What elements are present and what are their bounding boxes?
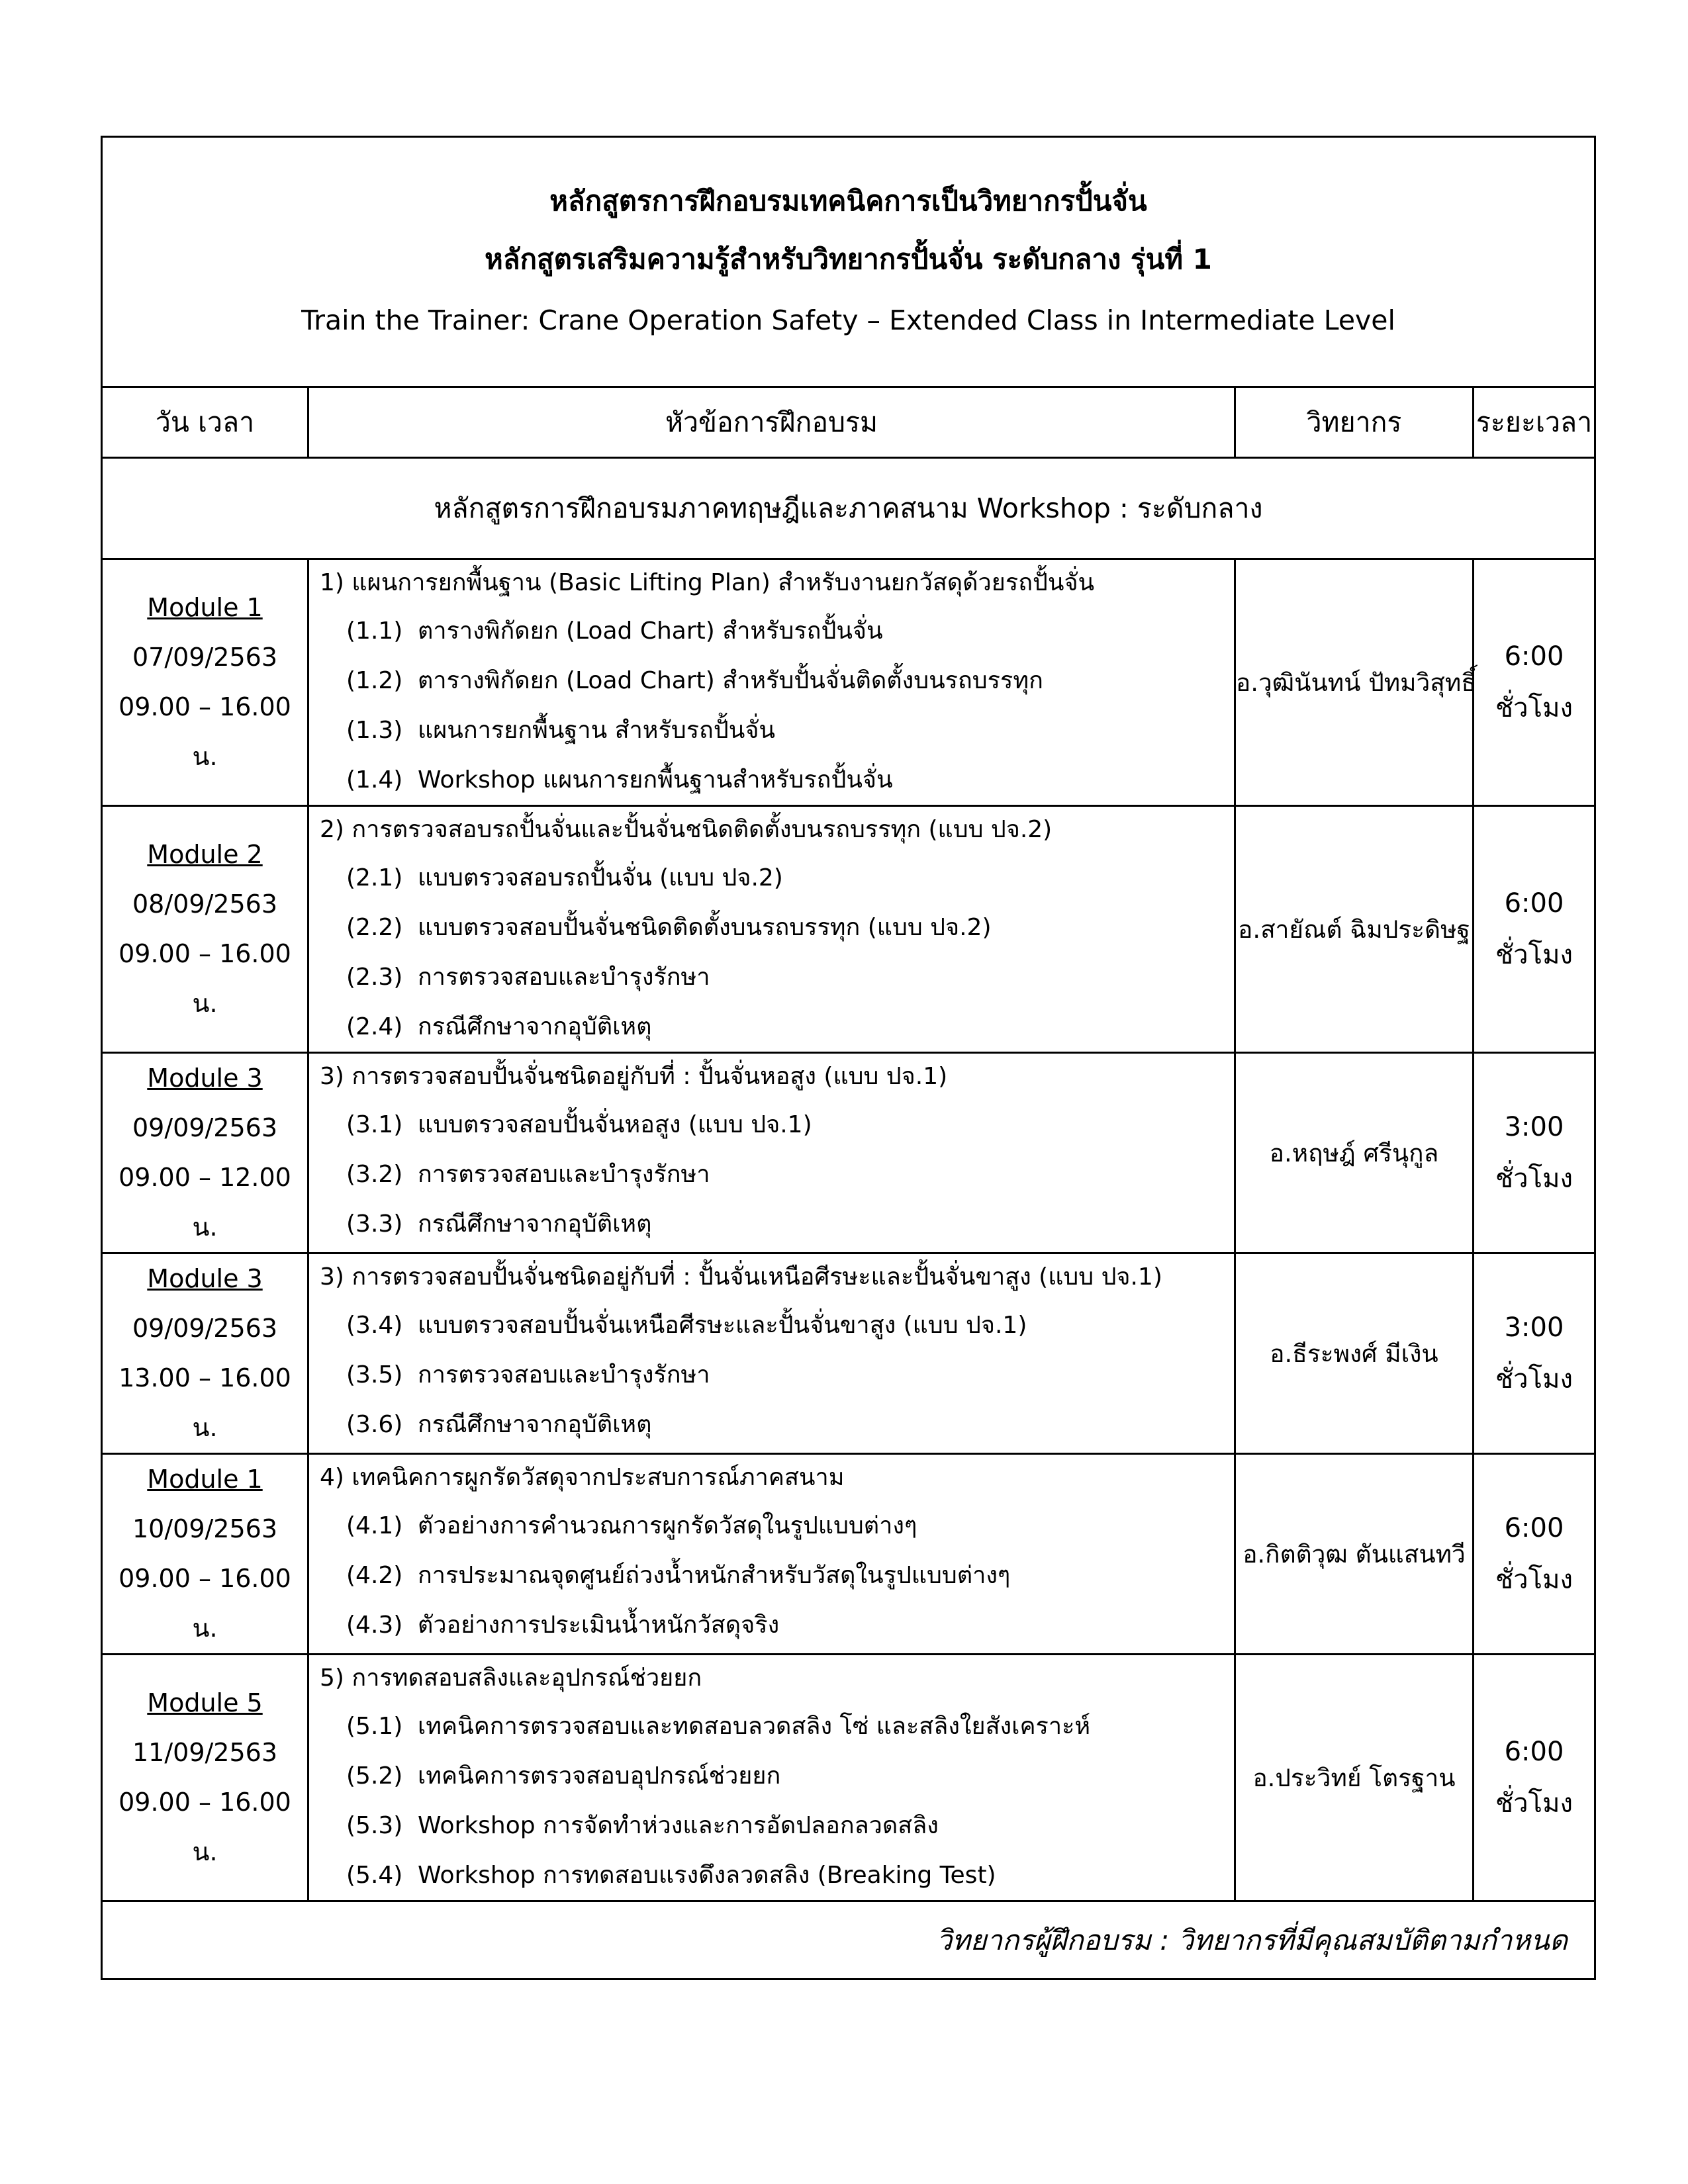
- module-time: 09.00 – 16.00 น.: [118, 939, 291, 1018]
- subtopic-item: [320, 1100, 1234, 1150]
- course-title-english: Train the Trainer: Crane Operation Safety – Extended Class in Intermediate Level: [301, 304, 1395, 336]
- subtopic-number: (2.1): [346, 864, 403, 891]
- subtopic-number: (2.4): [346, 1013, 403, 1040]
- subtopic-number: (4.1): [346, 1512, 403, 1539]
- subtopic-text: การตรวจสอบและบำรุงรักษา: [418, 964, 710, 991]
- module-date: 11/09/2563: [132, 1738, 278, 1767]
- subtopic-item: [320, 1702, 1234, 1751]
- module-row: [102, 1053, 1595, 1253]
- course-subtitle-thai: หลักสูตรเสริมความรู้สำหรับวิทยากรปั้นจั่น ระดับกลาง รุ่นที่ 1: [485, 242, 1212, 275]
- duration-value: 3:00: [1504, 1112, 1564, 1142]
- duration-unit: ชั่วโมง: [1495, 693, 1573, 723]
- subtopic-text: Workshop การจัดทำห่วงและการอัดปลอกลวดสลิง: [418, 1812, 939, 1839]
- subtopic-number: (3.4): [346, 1312, 403, 1339]
- module-time: 09.00 – 16.00 น.: [118, 1564, 291, 1643]
- duration-value: 3:00: [1504, 1312, 1564, 1343]
- module-time: 09.00 – 12.00 น.: [118, 1163, 291, 1242]
- subtopic-text: การประมาณจุดศูนย์ถ่วงน้ำหนักสำหรับวัสดุในรูปแบบต่างๆ: [418, 1562, 1011, 1589]
- instructor-name: อ.วุฒินันทน์ ปัทมวิสุทธิ์: [1235, 559, 1474, 806]
- subtopic-number: (3.6): [346, 1411, 403, 1438]
- subtopic-text: ตัวอย่างการประเมินน้ำหนักวัสดุจริง: [418, 1612, 780, 1639]
- subtopic-text: Workshop แผนการยกพื้นฐานสำหรับรถปั้นจั่น: [418, 766, 893, 794]
- module-date: 07/09/2563: [132, 643, 278, 672]
- module-datetime-cell: [102, 1655, 308, 1901]
- subtopic-item: [320, 952, 1234, 1002]
- subtopic-number: (5.3): [346, 1812, 403, 1839]
- subtopic-number: (1.3): [346, 717, 403, 744]
- subtopic-text: เทคนิคการตรวจสอบอุปกรณ์ช่วยยก: [418, 1762, 781, 1790]
- duration-value: 6:00: [1504, 641, 1564, 672]
- module-topic-cell: [308, 1253, 1235, 1454]
- subtopic-text: แบบตรวจสอบปั้นจั่นหอสูง (แบบ ปจ.1): [418, 1111, 812, 1138]
- duration-cell: [1474, 559, 1595, 806]
- topic-title: 2) การตรวจสอบรถปั้นจั่นและปั้นจั่นชนิดติดตั้งบนรถบรรทุก (แบบ ปจ.2): [320, 816, 1053, 843]
- subtopic-item: [320, 1551, 1234, 1600]
- module-row: [102, 559, 1595, 806]
- subtopic-text: แผนการยกพื้นฐาน สำหรับรถปั้นจั่น: [418, 717, 776, 744]
- module-row: [102, 806, 1595, 1053]
- footer-note: วิทยากรผู้ฝึกอบรม : วิทยากรที่มีคุณสมบัติตามกำหนด: [102, 1901, 1595, 1979]
- module-datetime-cell: [102, 806, 308, 1053]
- subtopic-text: แบบตรวจสอบปั้นจั่นชนิดติดตั้งบนรถบรรทุก (แบบ ปจ.2): [418, 914, 992, 941]
- topic-title: 4) เทคนิคการผูกรัดวัสดุจากประสบการณ์ภาคสนาม: [320, 1464, 845, 1491]
- module-date: 09/09/2563: [132, 1113, 278, 1142]
- subtopic-number: (4.2): [346, 1562, 403, 1589]
- module-datetime-cell: [102, 559, 308, 806]
- subtopic-number: (1.1): [346, 617, 403, 645]
- module-topic-cell: [308, 559, 1235, 806]
- subtopic-text: Workshop การทดสอบแรงดึงลวดสลิง (Breaking Test): [418, 1862, 996, 1889]
- subtopic-number: (5.1): [346, 1713, 403, 1740]
- topic-title: 1) แผนการยกพื้นฐาน (Basic Lifting Plan) สำหรับงานยกวัสดุด้วยรถปั้นจั่น: [320, 569, 1095, 596]
- module-name: Module 3: [147, 1064, 263, 1093]
- duration-cell: [1474, 1454, 1595, 1655]
- subtopic-item: [320, 1199, 1234, 1249]
- duration-unit: ชั่วโมง: [1495, 940, 1573, 970]
- duration-cell: [1474, 1053, 1595, 1253]
- schedule-table: [101, 136, 1596, 1980]
- subtopic-number: (2.3): [346, 964, 403, 991]
- module-topic-cell: [308, 1454, 1235, 1655]
- subtopic-item: [320, 755, 1234, 805]
- subtopic-item: [320, 656, 1234, 705]
- duration-unit: ชั่วโมง: [1495, 1163, 1573, 1194]
- topic-title: 5) การทดสอบสลิงและอุปกรณ์ช่วยยก: [320, 1664, 702, 1692]
- duration-unit: ชั่วโมง: [1495, 1364, 1573, 1394]
- duration-value: 6:00: [1504, 1513, 1564, 1543]
- module-date: 10/09/2563: [132, 1514, 278, 1543]
- subtopic-item: [320, 853, 1234, 903]
- module-date: 09/09/2563: [132, 1314, 278, 1343]
- subtopic-number: (3.2): [346, 1161, 403, 1188]
- subtopic-number: (3.3): [346, 1210, 403, 1238]
- subtopic-text: การตรวจสอบและบำรุงรักษา: [418, 1361, 710, 1388]
- column-header-topic: หัวข้อการฝึกอบรม: [308, 387, 1235, 458]
- module-name: Module 1: [147, 1465, 263, 1494]
- subtopic-text: ตัวอย่างการคำนวณการผูกรัดวัสดุในรูปแบบต่างๆ: [418, 1512, 917, 1539]
- module-time: 13.00 – 16.00 น.: [118, 1363, 291, 1442]
- subtopic-item: [320, 1350, 1234, 1400]
- module-topic-cell: [308, 1053, 1235, 1253]
- course-name: หลักสูตรการฝึกอบรมภาคทฤษฎีและภาคสนาม Workshop : ระดับกลาง: [102, 458, 1595, 559]
- subtopic-text: เทคนิคการตรวจสอบและทดสอบลวดสลิง โซ่ และสลิงใยสังเคราะห์: [418, 1713, 1091, 1740]
- subtopic-item: [320, 1751, 1234, 1801]
- duration-value: 6:00: [1504, 1737, 1564, 1767]
- subtopic-text: กรณีศึกษาจากอุบัติเหตุ: [418, 1013, 652, 1040]
- subtopic-number: (3.1): [346, 1111, 403, 1138]
- subtopic-number: (1.2): [346, 667, 403, 694]
- module-name: Module 2: [147, 840, 263, 869]
- column-header-row: [102, 387, 1595, 458]
- duration-unit: ชั่วโมง: [1495, 1565, 1573, 1595]
- subtopic-item: [320, 1300, 1234, 1350]
- module-row: [102, 1253, 1595, 1454]
- subtopic-item: [320, 1600, 1234, 1650]
- subtopic-item: [320, 1150, 1234, 1199]
- subtopic-item: [320, 1850, 1234, 1900]
- module-row: [102, 1655, 1595, 1901]
- column-header-duration: ระยะเวลา: [1474, 387, 1595, 458]
- subtopic-item: [320, 705, 1234, 755]
- subtopic-number: (5.4): [346, 1862, 403, 1889]
- module-topic-cell: [308, 1655, 1235, 1901]
- subtopic-number: (1.4): [346, 766, 403, 794]
- module-datetime-cell: [102, 1053, 308, 1253]
- subtopic-item: [320, 606, 1234, 656]
- module-time: 09.00 – 16.00 น.: [118, 1788, 291, 1866]
- duration-unit: ชั่วโมง: [1495, 1788, 1573, 1819]
- subtopic-item: [320, 1400, 1234, 1449]
- column-header-datetime: วัน เวลา: [102, 387, 308, 458]
- duration-cell: [1474, 1253, 1595, 1454]
- course-title-thai: หลักสูตรการฝึกอบรมเทคนิคการเป็นวิทยากรปั้นจั่น: [549, 184, 1147, 217]
- subtopic-text: กรณีศึกษาจากอุบัติเหตุ: [418, 1411, 652, 1438]
- instructor-name: อ.ธีระพงศ์ มีเงิน: [1235, 1253, 1474, 1454]
- topic-title: 3) การตรวจสอบปั้นจั่นชนิดอยู่กับที่ : ปั้นจั่นหอสูง (แบบ ปจ.1): [320, 1063, 948, 1090]
- module-date: 08/09/2563: [132, 889, 278, 919]
- subtopic-text: แบบตรวจสอบปั้นจั่นเหนือศีรษะและปั้นจั่นขาสูง (แบบ ปจ.1): [418, 1312, 1027, 1339]
- module-name: Module 5: [147, 1688, 263, 1717]
- instructor-name: อ.หฤษฎ์ ศรีนุกูล: [1235, 1053, 1474, 1253]
- topic-title: 3) การตรวจสอบปั้นจั่นชนิดอยู่กับที่ : ปั้นจั่นเหนือศีรษะและปั้นจั่นขาสูง (แบบ ปจ.1): [320, 1263, 1162, 1291]
- column-header-instructor: วิทยากร: [1235, 387, 1474, 458]
- subtopic-text: การตรวจสอบและบำรุงรักษา: [418, 1161, 710, 1188]
- instructor-name: อ.ประวิทย์ โตรฐาน: [1235, 1655, 1474, 1901]
- subtopic-number: (5.2): [346, 1762, 403, 1790]
- module-datetime-cell: [102, 1253, 308, 1454]
- module-name: Module 1: [147, 593, 263, 622]
- subtopic-text: แบบตรวจสอบรถปั้นจั่น (แบบ ปจ.2): [418, 864, 783, 891]
- instructor-name: อ.สายัณต์ ฉิมประดิษฐ: [1235, 806, 1474, 1053]
- subtopic-item: [320, 1501, 1234, 1551]
- subtopic-number: (2.2): [346, 914, 403, 941]
- subtopic-item: [320, 903, 1234, 952]
- subtopic-text: กรณีศึกษาจากอุบัติเหตุ: [418, 1210, 652, 1238]
- duration-cell: [1474, 806, 1595, 1053]
- duration-value: 6:00: [1504, 888, 1564, 919]
- module-datetime-cell: [102, 1454, 308, 1655]
- instructor-name: อ.กิตติวุฒ ตันแสนทวี: [1235, 1454, 1474, 1655]
- title-block: [102, 137, 1595, 387]
- module-topic-cell: [308, 806, 1235, 1053]
- subtopic-number: (4.3): [346, 1612, 403, 1639]
- subtopic-item: [320, 1002, 1234, 1052]
- duration-cell: [1474, 1655, 1595, 1901]
- subtopic-item: [320, 1801, 1234, 1850]
- subtopic-text: ตารางพิกัดยก (Load Chart) สำหรับรถปั้นจั่น: [418, 617, 883, 645]
- module-row: [102, 1454, 1595, 1655]
- subtopic-number: (3.5): [346, 1361, 403, 1388]
- module-time: 09.00 – 16.00 น.: [118, 692, 291, 771]
- subtopic-text: ตารางพิกัดยก (Load Chart) สำหรับปั้นจั่นติดตั้งบนรถบรรทุก: [418, 667, 1043, 694]
- module-name: Module 3: [147, 1264, 263, 1293]
